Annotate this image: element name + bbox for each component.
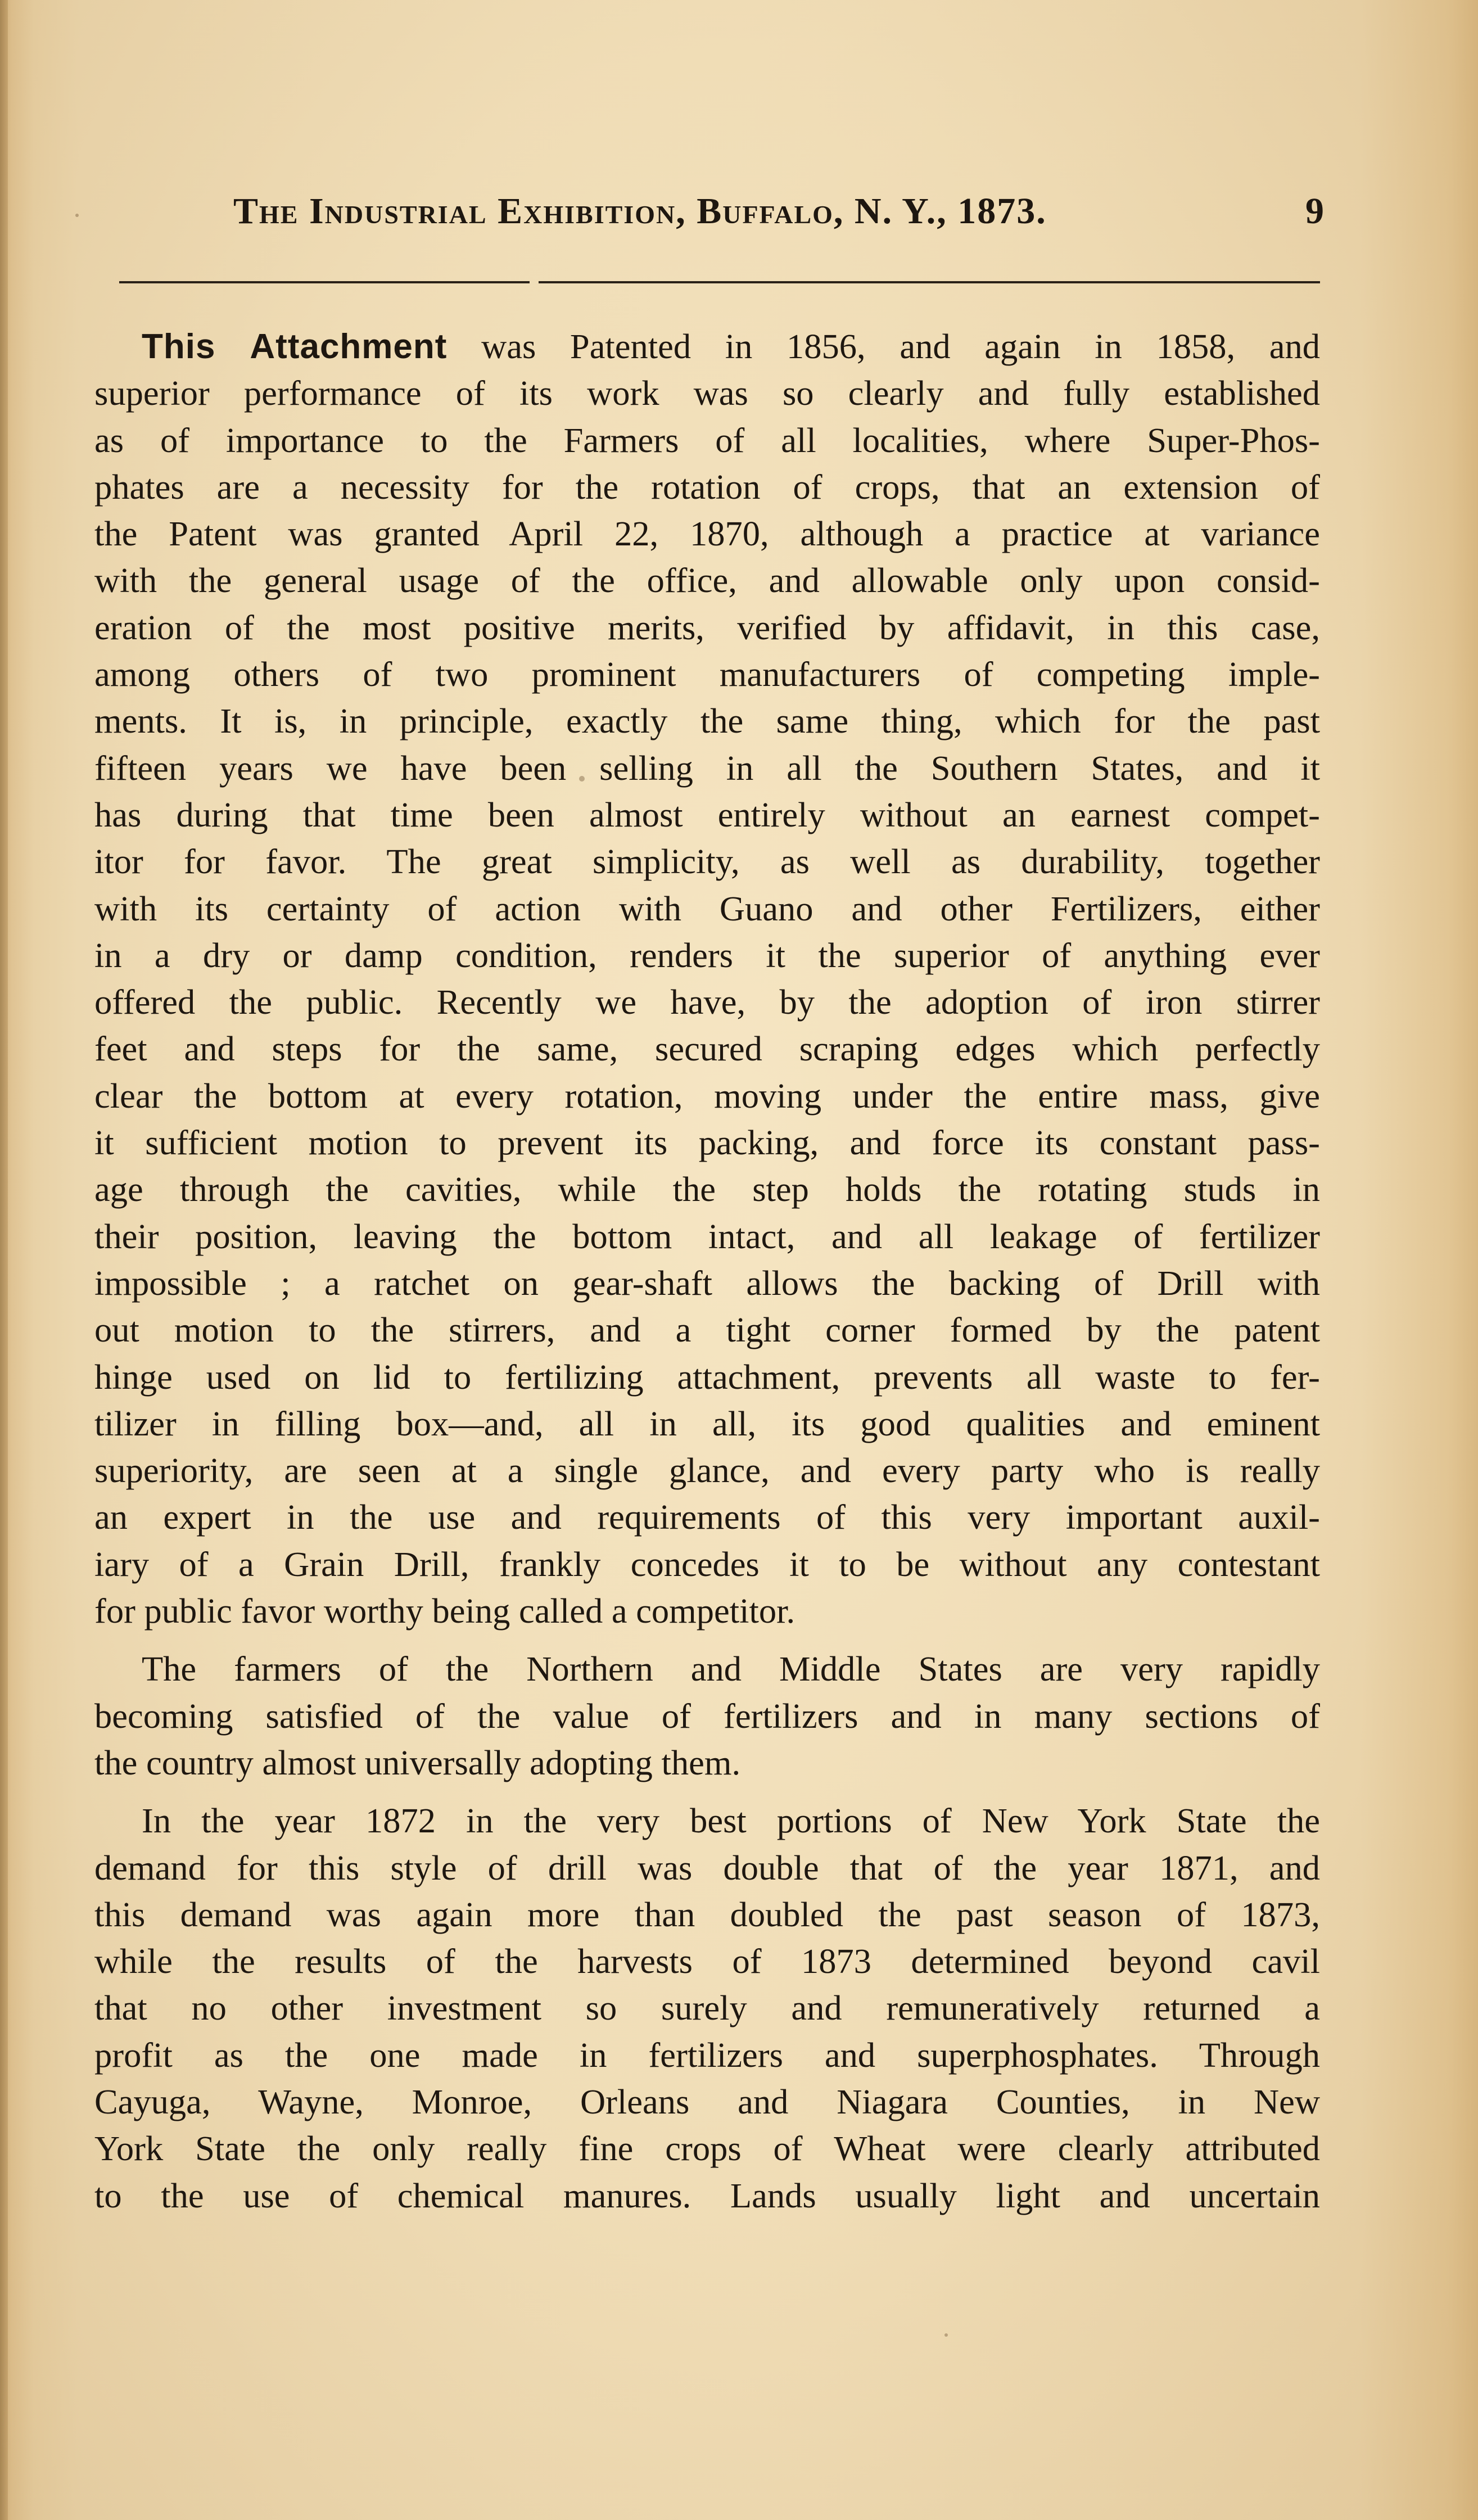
lead-phrase: This Attachment (142, 327, 448, 366)
text-line: age through the cavities, while the step holds the rotating studs in (94, 1169, 1320, 1209)
text-line: feet and steps for the same, secured scraping edges which perfectly (94, 1029, 1320, 1069)
text-line: with the general usage of the office, and allowable only upon consid- (94, 561, 1320, 600)
text-line: for public favor worthy being called a competitor. (94, 1591, 796, 1631)
text-line (94, 323, 1320, 370)
text-line: becoming satisfied of the value of fertilizers and in many sections of (94, 1696, 1320, 1736)
paper-blemish (75, 214, 79, 217)
header-rule-right (539, 281, 1320, 283)
paper-blemish (944, 2333, 948, 2337)
text-line: ments. It is, in principle, exactly the same thing, which for the past (94, 701, 1320, 741)
text-line: In the year 1872 in the very best portions of New York State the (142, 1801, 1320, 1841)
text-line: that no other investment so surely and remuneratively returned a (94, 1988, 1320, 2028)
text-line: phates are a necessity for the rotation of crops, that an extension of (94, 467, 1320, 507)
text-line: The farmers of the Northern and Middle States are very rapidly (142, 1649, 1320, 1689)
text-line: their position, leaving the bottom intact, and all leakage of fertilizer (94, 1216, 1320, 1256)
text-line: among others of two prominent manufacturers of competing imple- (94, 654, 1320, 694)
text-line: superior performance of its work was so clearly and fully established (94, 373, 1320, 413)
text-line: it sufficient motion to prevent its packing, and force its constant pass- (94, 1123, 1320, 1163)
text-line: fifteen years we have been selling in all the Southern States, and it (94, 748, 1320, 788)
header-rule-left (119, 281, 530, 283)
text-line: eration of the most positive merits, verified by affidavit, in this case, (94, 607, 1320, 647)
text-line: with its certainty of action with Guano and other Fertilizers, either (94, 888, 1320, 928)
text-line: has during that time been almost entirely without an earnest compet- (94, 794, 1320, 834)
text-line: the Patent was granted April 22, 1870, although a practice at variance (94, 514, 1320, 554)
page-number: 9 (1305, 191, 1324, 232)
page-header (98, 190, 1324, 252)
text-line: this demand was again more than doubled the past season of 1873, (94, 1894, 1320, 1934)
text-line-rest: was Patented in 1856, and again in 1858, and (447, 327, 1321, 366)
text-line: offered the public. Recently we have, by the adoption of iron stirrer (94, 982, 1320, 1022)
text-line: hinge used on lid to fertilizing attachment, prevents all waste to fer- (94, 1357, 1320, 1397)
text-line: itor for favor. The great simplicity, as well as durability, together (94, 842, 1320, 882)
text-line: out motion to the stirrers, and a tight corner formed by the patent (94, 1310, 1320, 1350)
text-line: tilizer in filling box—and, all in all, its good qualities and eminent (94, 1403, 1320, 1443)
text-line: as of importance to the Farmers of all localities, where Super-Phos- (94, 420, 1320, 460)
paragraph-farmers (94, 1646, 1320, 1786)
text-line: iary of a Grain Drill, frankly concedes it to be without any contestant (94, 1544, 1320, 1584)
text-line: profit as the one made in fertilizers and superphosphates. Through (94, 2035, 1320, 2075)
body-text (94, 323, 1320, 2219)
text-line: to the use of chemical manures. Lands usually light and uncertain (94, 2175, 1320, 2215)
text-line: Cayuga, Wayne, Monroe, Orleans and Niagara Counties, in New (94, 2081, 1320, 2121)
text-line: superiority, are seen at a single glance, and every party who is really (94, 1451, 1320, 1491)
text-line: impossible ; a ratchet on gear-shaft allows the backing of Drill with (94, 1263, 1320, 1303)
text-line: clear the bottom at every rotation, moving under the entire mass, give (94, 1076, 1320, 1116)
text-line: in a dry or damp condition, renders it the superior of anything ever (94, 935, 1320, 975)
paragraph-attachment (94, 323, 1320, 1634)
text-line: an expert in the use and requirements of this very important auxil- (94, 1497, 1320, 1537)
text-line: demand for this style of drill was double that of the year 1871, and (94, 1848, 1320, 1887)
paragraph-year-1872 (94, 1798, 1320, 2219)
page-edge-shadow (0, 0, 8, 2520)
text-line: York State the only really fine crops of Wheat were clearly attributed (94, 2129, 1320, 2169)
text-line: while the results of the harvests of 1873 determined beyond cavil (94, 1941, 1320, 1981)
paper-blemish (579, 776, 585, 782)
running-title: The Industrial Exhibition, Buffalo, N. Y., 1873. (233, 191, 1047, 232)
text-line: the country almost universally adopting them. (94, 1742, 741, 1782)
